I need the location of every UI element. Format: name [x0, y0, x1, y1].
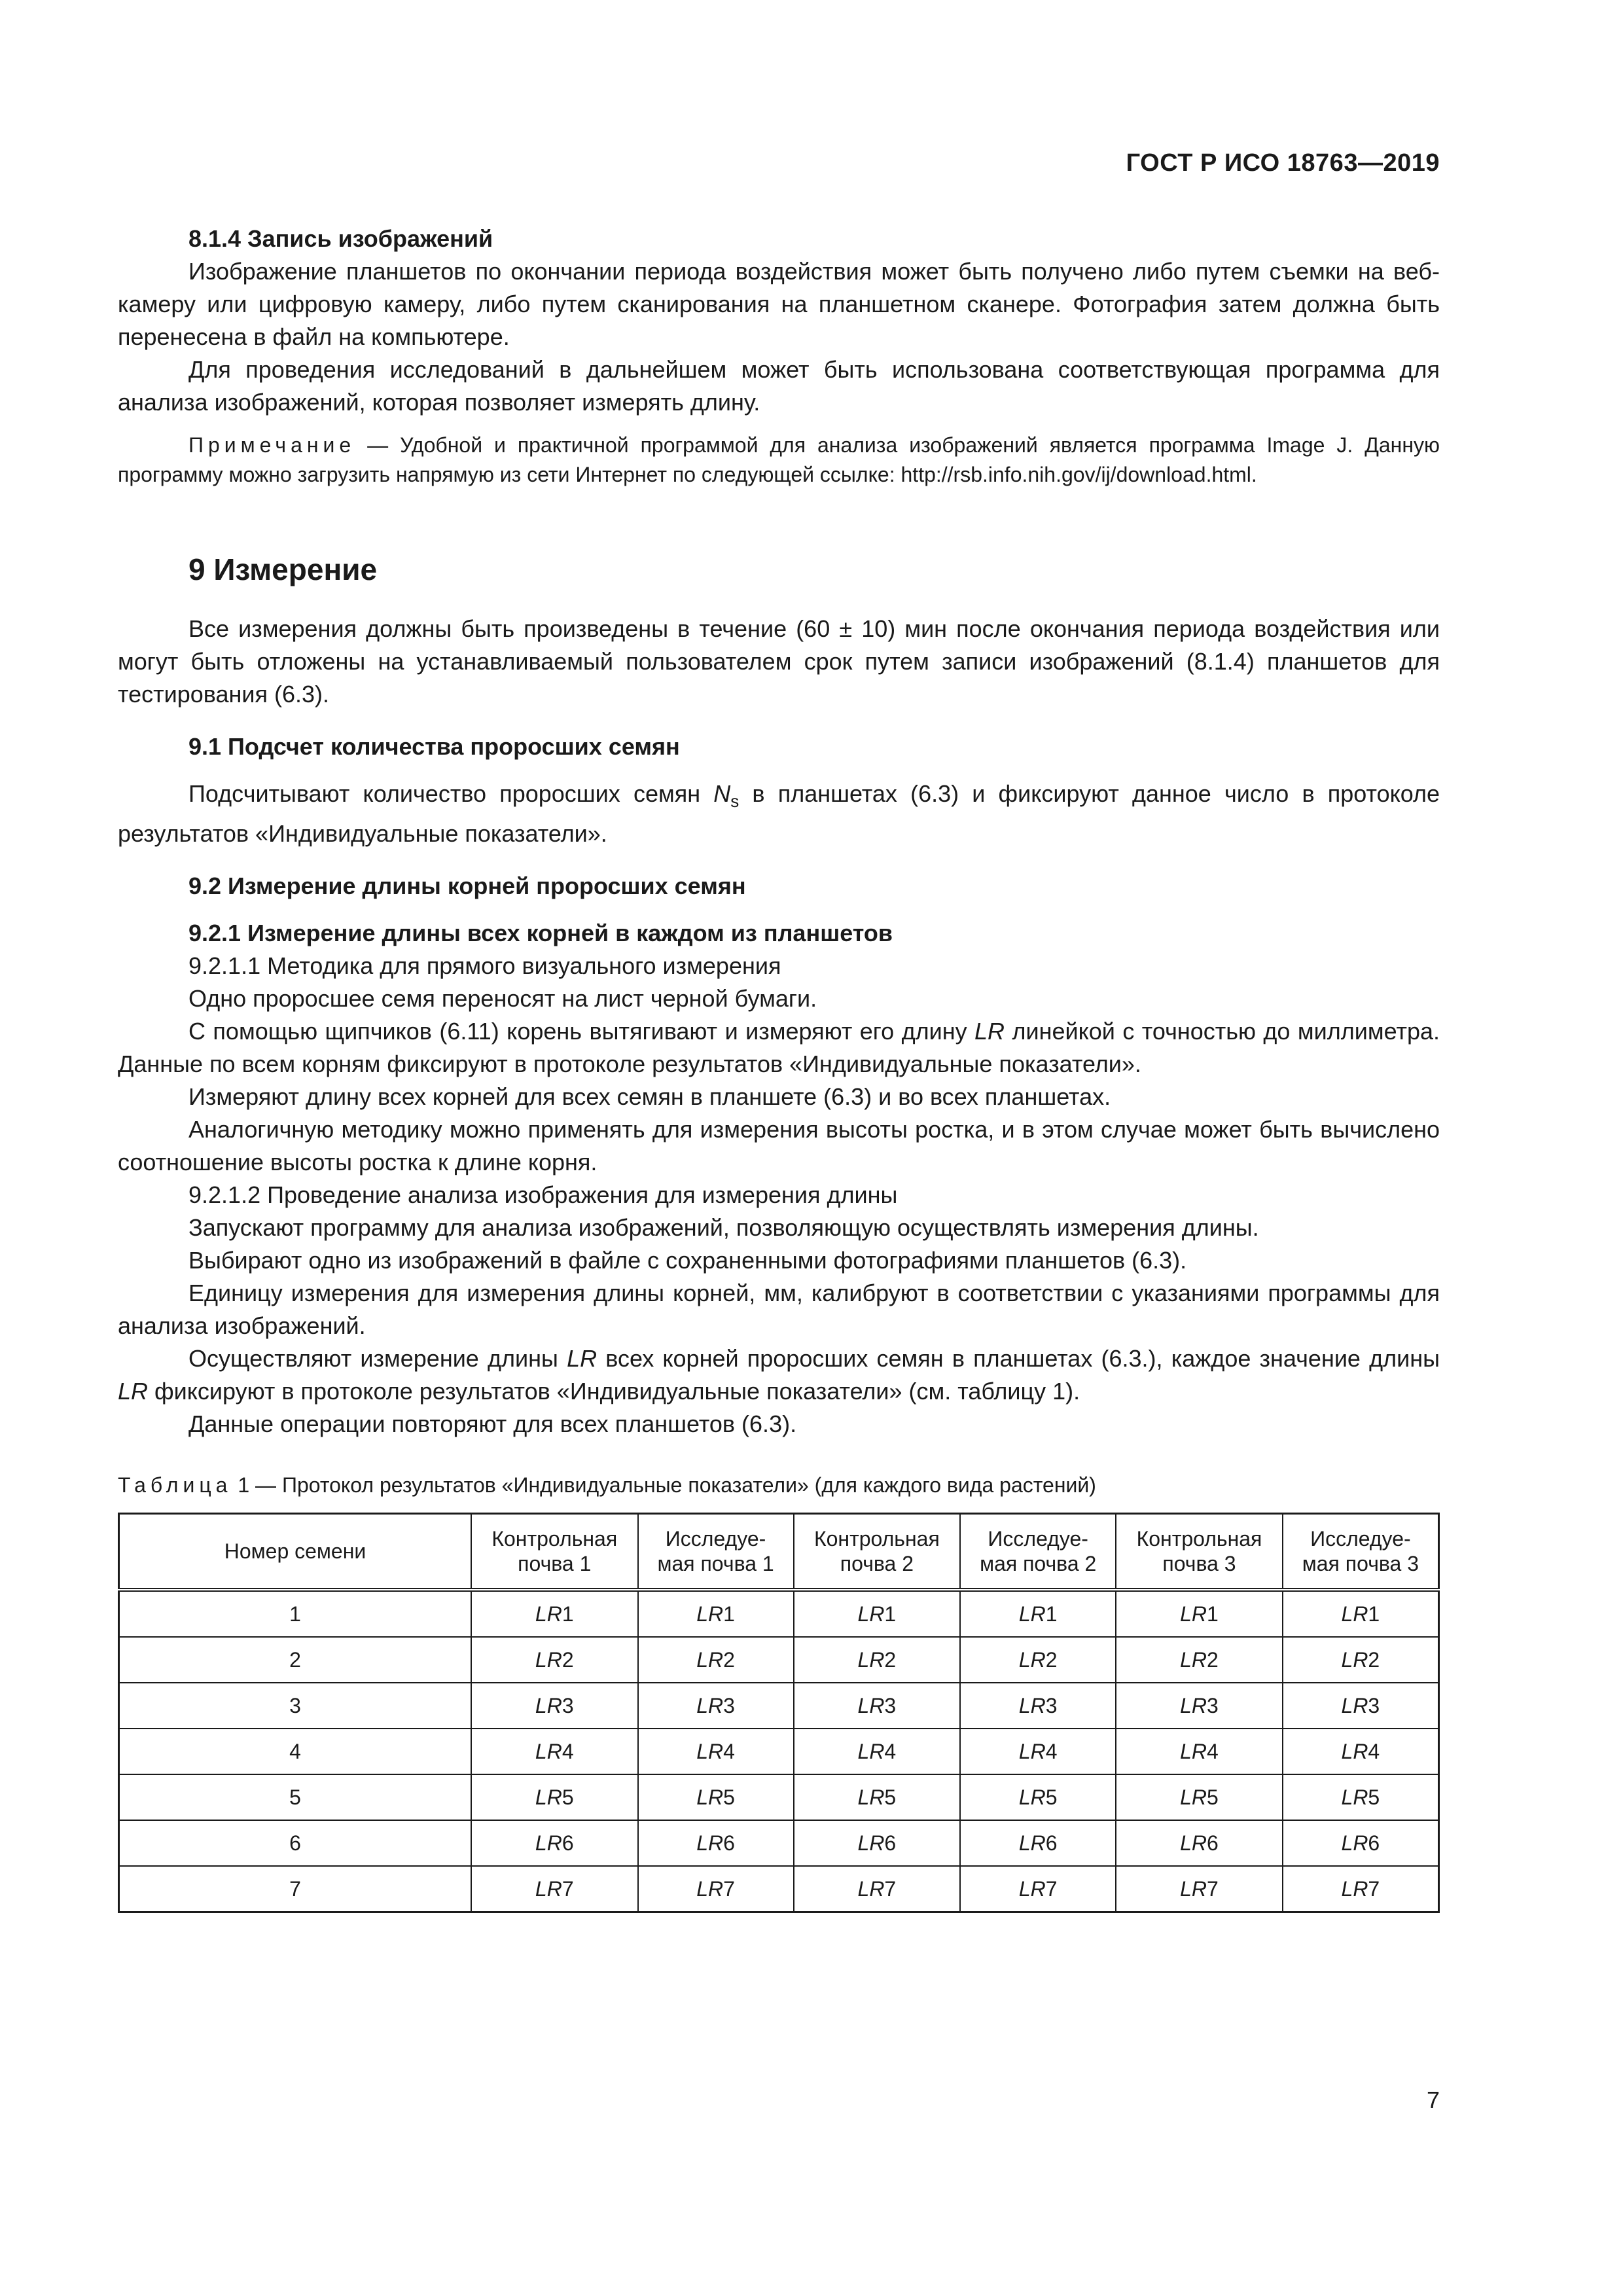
section-9-2-1-title: 9.2.1 Измерение длины всех корней в каждом из планшетов [188, 920, 893, 946]
root-length-cell: LR4 [1116, 1729, 1283, 1774]
section-9-2-1-2-title: 9.2.1.2 Проведение анализа изображения для измерения длины [188, 1181, 898, 1208]
root-length-cell: LR4 [960, 1729, 1116, 1774]
root-length-cell: LR2 [794, 1637, 961, 1683]
section-9-title: 9 Измерение [188, 552, 378, 586]
root-length-cell: LR1 [1283, 1590, 1439, 1637]
section-8-1-4-paragraph-2: Для проведения исследований в дальнейшем может быть использована соответствующая программа для анализа изображений, которая позволяет измерять длину. [118, 356, 1440, 416]
root-length-cell: LR7 [960, 1866, 1116, 1912]
note-text: — Удобной и практичной программой для анализа изображений является программа Image J. Данную программу можно загрузить напрямую из сети Интернет по следующей ссылке: http://rsb.info.nih.gov/ij/download.html. [118, 433, 1440, 486]
paragraph-calibrate: Единицу измерения для измерения длины корней, мм, калибруют в соответствии с указаниями программы для анализа изображений. [118, 1280, 1440, 1339]
root-length-cell: LR3 [1283, 1683, 1439, 1729]
page-number: 7 [1426, 2087, 1440, 2113]
root-length-cell: LR5 [1283, 1774, 1439, 1820]
root-length-cell: LR2 [1283, 1637, 1439, 1683]
root-length-cell: LR3 [471, 1683, 638, 1729]
header-column-3: Контрольная почва 2 [794, 1514, 961, 1590]
table-row [119, 1590, 1439, 1637]
note [118, 431, 1440, 490]
root-length-cell: LR5 [960, 1774, 1116, 1820]
root-length-cell: LR4 [471, 1729, 638, 1774]
seed-number-cell: 6 [119, 1820, 472, 1866]
root-length-cell: LR7 [1283, 1866, 1439, 1912]
root-length-cell: LR6 [1283, 1820, 1439, 1866]
root-length-cell: LR6 [794, 1820, 961, 1866]
table-caption [118, 1471, 1440, 1499]
root-length-cell: LR7 [1116, 1866, 1283, 1912]
paragraph-measure-root: С помощью щипчиков (6.11) корень вытягивают и измеряют его длину LR линейкой с точностью до миллиметра. Данные по всем корням фиксируют в протоколе результатов «Индивидуальные показатели». [118, 1018, 1440, 1077]
seed-number-cell: 3 [119, 1683, 472, 1729]
root-length-cell: LR5 [1116, 1774, 1283, 1820]
root-length-cell: LR2 [638, 1637, 794, 1683]
table-row [119, 1774, 1439, 1820]
table-header-row [119, 1514, 1439, 1590]
root-length-cell: LR7 [794, 1866, 961, 1912]
section-9-2-1-1-title: 9.2.1.1 Методика для прямого визуального измерения [188, 952, 781, 979]
root-length-cell: LR1 [960, 1590, 1116, 1637]
paragraph-measure-lr: Осуществляют измерение длины LR всех корней проросших семян в планшетах (6.3.), каждое значение длины LR фиксируют в протоколе результатов «Индивидуальные показатели» (см. таблицу 1). [118, 1345, 1440, 1405]
section-8-1-4-title: 8.1.4 Запись изображений [188, 225, 493, 252]
table-row [119, 1683, 1439, 1729]
paragraph-transfer-seed: Одно проросшее семя переносят на лист черной бумаги. [188, 985, 817, 1012]
table-row [119, 1729, 1439, 1774]
root-length-cell: LR7 [638, 1866, 794, 1912]
root-length-cell: LR3 [794, 1683, 961, 1729]
seed-number-cell: 1 [119, 1590, 472, 1637]
document-id-header: ГОСТ Р ИСО 18763—2019 [1126, 149, 1440, 177]
root-length-cell: LR5 [794, 1774, 961, 1820]
table-row [119, 1866, 1439, 1912]
paragraph-launch-program: Запускают программу для анализа изображений, позволяющую осуществлять измерения длины. [188, 1214, 1259, 1241]
root-length-cell: LR1 [1116, 1590, 1283, 1637]
paragraph-measure-all: Измеряют длину всех корней для всех семян в планшете (6.3) и во всех планшетах. [188, 1083, 1111, 1110]
root-length-cell: LR7 [471, 1866, 638, 1912]
root-length-cell: LR4 [794, 1729, 961, 1774]
table-body [119, 1590, 1439, 1912]
seed-number-cell: 4 [119, 1729, 472, 1774]
paragraph-repeat: Данные операции повторяют для всех планшетов (6.3). [188, 1410, 797, 1437]
root-length-cell: LR1 [471, 1590, 638, 1637]
root-length-cell: LR2 [960, 1637, 1116, 1683]
root-length-cell: LR6 [1116, 1820, 1283, 1866]
root-length-cell: LR4 [638, 1729, 794, 1774]
table-caption-text: 1 — Протокол результатов «Индивидуальные показатели» (для каждого вида растений) [232, 1473, 1096, 1497]
document-page [118, 0, 1440, 2296]
document-body [118, 223, 1440, 1913]
seed-number-cell: 2 [119, 1637, 472, 1683]
results-table [118, 1513, 1440, 1913]
table-caption-label: Таблица [118, 1473, 232, 1497]
header-column-5: Контрольная почва 3 [1116, 1514, 1283, 1590]
root-length-cell: LR6 [638, 1820, 794, 1866]
root-length-cell: LR3 [960, 1683, 1116, 1729]
table-row [119, 1820, 1439, 1866]
header-column-2: Исследуе- мая почва 1 [638, 1514, 794, 1590]
table-row [119, 1637, 1439, 1683]
section-9-1-title: 9.1 Подсчет количества проросших семян [188, 733, 680, 760]
note-label: Примечание [188, 433, 356, 457]
header-seed-number: Номер семени [119, 1514, 472, 1590]
variable-ns: $N_s$ [713, 780, 740, 811]
variable-lr: LR [974, 1018, 1005, 1045]
header-column-4: Исследуе- мая почва 2 [960, 1514, 1116, 1590]
section-8-1-4-paragraph-1: Изображение планшетов по окончании периода воздействия может быть получено либо путем съемки на веб-камеру или цифровую камеру, либо путем сканирования на планшетном сканере. Фотография затем должна быть перенесена в файл на компьютере. [118, 258, 1440, 350]
header-column-1: Контрольная почва 1 [471, 1514, 638, 1590]
root-length-cell: LR6 [471, 1820, 638, 1866]
seed-number-cell: 5 [119, 1774, 472, 1820]
root-length-cell: LR2 [471, 1637, 638, 1683]
paragraph-analog-method: Аналогичную методику можно применять для измерения высоты ростка, и в этом случае может быть вычислено соотношение высоты ростка к длине корня. [118, 1116, 1440, 1175]
root-length-cell: LR5 [638, 1774, 794, 1820]
root-length-cell: LR2 [1116, 1637, 1283, 1683]
root-length-cell: LR4 [1283, 1729, 1439, 1774]
section-9-2-title: 9.2 Измерение длины корней проросших семян [188, 872, 746, 899]
section-9-paragraph: Все измерения должны быть произведены в течение (60 ± 10) мин после окончания периода воздействия или могут быть отложены на устанавливаемый пользователем срок путем записи изображений (8.1.4) планшетов для тестирования (6.3). [118, 615, 1440, 708]
section-9-1-paragraph: Подсчитывают количество проросших семян $N_s$ в планшетах (6.3) и фиксируют данное число в протоколе результатов «Индивидуальные показатели». [118, 780, 1440, 847]
root-length-cell: LR3 [1116, 1683, 1283, 1729]
root-length-cell: LR1 [638, 1590, 794, 1637]
seed-number-cell: 7 [119, 1866, 472, 1912]
paragraph-select-image: Выбирают одно из изображений в файле с сохраненными фотографиями планшетов (6.3). [188, 1247, 1187, 1274]
root-length-cell: LR6 [960, 1820, 1116, 1866]
root-length-cell: LR1 [794, 1590, 961, 1637]
root-length-cell: LR3 [638, 1683, 794, 1729]
header-column-6: Исследуе- мая почва 3 [1283, 1514, 1439, 1590]
root-length-cell: LR5 [471, 1774, 638, 1820]
